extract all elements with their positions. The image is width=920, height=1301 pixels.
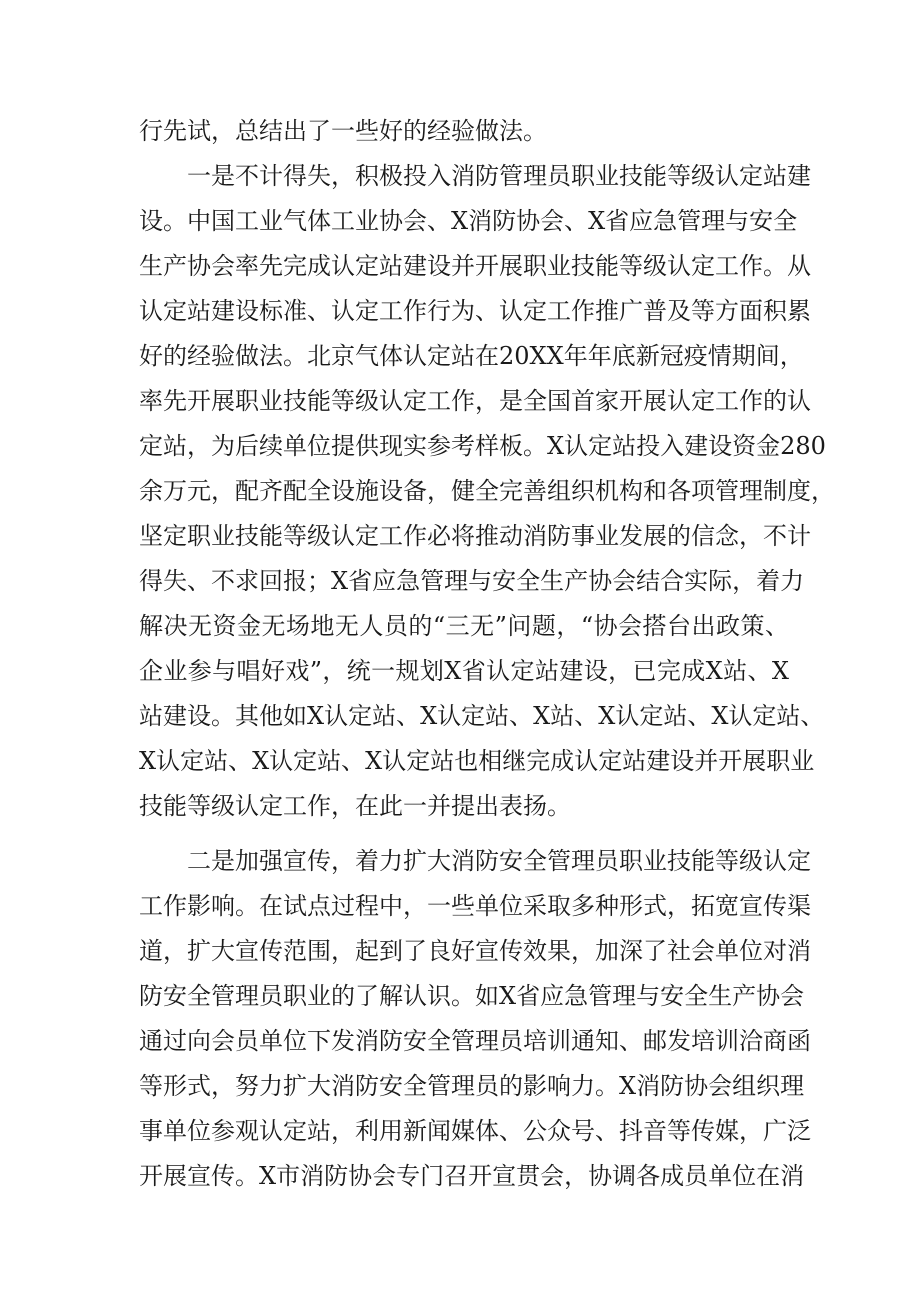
paragraph-p0 (139, 109, 789, 154)
paragraph-p2 (139, 839, 811, 1199)
text-line: X认定站、X认定站、X认定站也相继完成认定站建设并开展职业 (139, 747, 815, 775)
text-line: 技能等级认定工作，在此一并提出表扬。 (139, 792, 571, 820)
text-line: 行先试，总结出了一些好的经验做法。 (139, 117, 547, 145)
text-line: 工作影响。在试点过程中，一些单位采取多种形式，拓宽宣传渠 (139, 892, 811, 920)
text-line: 站建设。其他如X认定站、X认定站、X站、X认定站、X认定站、 (139, 702, 825, 730)
text-line: 率先开展职业技能等级认定工作，是全国首家开展认定工作的认 (139, 387, 811, 415)
text-line: 认定站建设标准、认定工作行为、认定工作推广普及等方面积累 (139, 297, 811, 325)
text-line: 开展宣传。X市消防协会专门召开宣贯会，协调各成员单位在消 (139, 1162, 805, 1190)
text-line: 好的经验做法。北京气体认定站在20XX年年底新冠疫情期间， (139, 342, 804, 370)
text-line: 等形式，努力扩大消防安全管理员的影响力。X消防协会组织理 (139, 1072, 805, 1100)
text-line: 事单位参观认定站，利用新闻媒体、公众号、抖音等传媒，广泛 (139, 1117, 811, 1145)
text-line: 一是不计得失，积极投入消防管理员职业技能等级认定站建 (187, 162, 811, 190)
paragraph-spacing (139, 829, 789, 839)
text-line: 坚定职业技能等级认定工作必将推动消防事业发展的信念，不计 (139, 522, 811, 550)
text-line: 通过向会员单位下发消防安全管理员培训通知、邮发培训洽商函 (139, 1027, 811, 1055)
paragraph-p1 (139, 154, 835, 829)
text-line: 二是加强宣传，着力扩大消防安全管理员职业技能等级认定 (187, 847, 811, 875)
text-line: 防安全管理员职业的了解认识。如X省应急管理与安全生产协会 (139, 982, 805, 1010)
text-line: 企业参与唱好戏”，统一规划X省认定站建设，已完成X站、X (139, 657, 789, 685)
text-line: 生产协会率先完成认定站建设并开展职业技能等级认定工作。从 (139, 252, 811, 280)
document-body (139, 109, 835, 1199)
text-line: 解决无资金无场地无人员的“三无”问题，“协会搭台出政策、 (139, 612, 789, 640)
text-line: 道，扩大宣传范围，起到了良好宣传效果，加深了社会单位对消 (139, 937, 811, 965)
text-line: 余万元，配齐配全设施设备，健全完善组织机构和各项管理制度， (139, 477, 835, 505)
text-line: 设。中国工业气体工业协会、X消防协会、X省应急管理与安全 (139, 207, 798, 235)
text-line: 得失、不求回报；X省应急管理与安全生产协会结合实际，着力 (139, 567, 805, 595)
text-line: 定站，为后续单位提供现实参考样板。X认定站投入建设资金280 (139, 432, 826, 460)
